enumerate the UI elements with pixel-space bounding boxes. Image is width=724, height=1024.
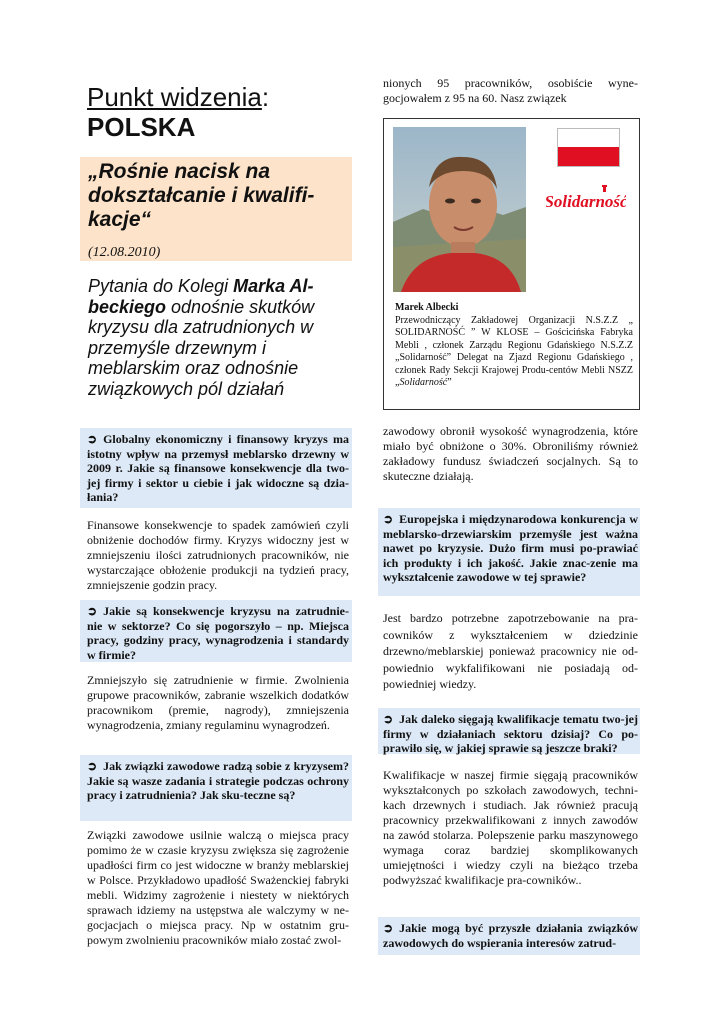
portrait-photo bbox=[393, 127, 526, 292]
kicker-colon: : bbox=[261, 82, 270, 112]
continued-text: nionych 95 pracowników, osobiście wyne-gocjowałem z 95 na 60. Nasz związek bbox=[383, 76, 638, 105]
poland-flag-icon bbox=[557, 128, 620, 167]
answer: Finansowe konsekwencje to spadek zamówień czyli obniżenie dochodów firmy. Kryzys widoczny jest w zmniejszeniu ilości zatrudnionych pracowników, nie wystarczające obłożenie produkcji na tydzień pracy, zmniejszenie godzin pracy. bbox=[87, 518, 349, 592]
question bbox=[87, 604, 349, 662]
question-text: Globalny ekonomiczny i finansowy kryzys ma istotny wpływ na przemysł meblarsko drzewny w 2009 r. Jakie są finansowe konsekwencje dla two-jej firmy i sektor u ciebie i jak widoczne są dzia-łania? bbox=[87, 432, 349, 505]
intro bbox=[88, 276, 353, 399]
question-text: Jakie mogą być przyszłe działania związków zawodowych do wspierania interesów zatrud- bbox=[383, 921, 638, 950]
headline: „Rośnie nacisk na dokształcanie i kwalifi-kacje“ bbox=[88, 160, 315, 231]
profile-caption-italic: Solidarność bbox=[399, 377, 448, 388]
solidarnosc-logo-icon bbox=[546, 185, 626, 213]
answer: Jest bardzo potrzebne zapotrzebowanie na pra-cowników z wykształceniem w dziedzinie drzewno/meblarskiej ponieważ pracownicy nie od-powiednio wykfalifikowani nie posiadają od-powiedniej wiedzy. bbox=[383, 611, 638, 691]
question-text: Jak związki zawodowe radzą sobie z kryzysem? Jakie są wasze zadania i strategie podczas ochrony pracy i zatrudnienia? Jak sku-teczne są? bbox=[87, 759, 349, 803]
arrow-circle-icon: ➲ bbox=[383, 712, 394, 726]
profile-caption bbox=[395, 302, 633, 390]
question-text: Europejska i międzynarodowa konkurencja w meblarsko-drzewiarskim przemyśle jest ważna nawet po kryzysie. Dużo firm musi po-prawiać ich produkty i ich jakość. Jakie znac-zenie ma wykształcenie zawodowe w tej sprawie? bbox=[383, 512, 638, 585]
date: (12.08.2010) bbox=[88, 245, 161, 260]
intro-name: Marka Al-beckiego bbox=[88, 276, 314, 317]
intro-prefix: Pytania do Kolegi bbox=[88, 276, 234, 296]
solidarnosc-logo-text: Solidarność bbox=[546, 192, 626, 211]
answer: Zmniejszyło się zatrudnienie w firmie. Zwolnienia grupowe pracowników, zabranie wszelkich dodatków pracownikom (premie, nagrody), zmniejszenia wynagrodzenia, zmiany regulaminu wynagrodzeń. bbox=[87, 673, 349, 732]
continued-answer: zawodowy obronił wysokość wynagrodzenia, które miało być obniżone o 30%. Obroniliśmy również zakładowy fundusz świadczeń socjalnych. Są to skuteczne działają. bbox=[383, 424, 638, 483]
profile-name: Marek Albecki bbox=[395, 302, 459, 313]
kicker bbox=[87, 82, 269, 112]
country-title: POLSKA bbox=[87, 112, 196, 142]
question bbox=[383, 712, 638, 756]
arrow-circle-icon: ➲ bbox=[383, 512, 394, 526]
kicker-text: Punkt widzenia bbox=[87, 82, 262, 112]
intro-suffix: odnośnie skutków kryzysu dla zatrudnionych w przemyśle drzewnym i meblarskim oraz odnośnie związkowych pól działań bbox=[88, 296, 315, 399]
answer: Związki zawodowe usilnie walczą o miejsca pracy pomimo że w czasie kryzysu zwiększa się zagrożenie upadłości firm co jest widoczne w branży meblarskiej w Polsce. Przykładowo upadłość Sważenckiej fabryki mebli. Widzimy zagrożenie i niestety w niektórych sprawach idziemy na ustępstwa ale walczymy w ne-gocjacjach o miejsca pracy. Np w ostatnim gru-powym zwolnieniu pracowników miało zostać zwol- bbox=[87, 828, 349, 947]
arrow-circle-icon: ➲ bbox=[87, 604, 98, 618]
profile-caption-text: Przewodniczący Zakładowej Organizacji N.S.Z.Z „ SOLIDARNOŚĆ ” W KLOSE – Gościcińska Fabryka Mebli , członek Zarządu Regionu Gdańskiego N.S.Z.Z „Solidarność” Delegat na Zjazd Regionu Gdańskiego , członek Rady Sekcji Krajowej Produ-centów Mebli NSZZ „ bbox=[395, 314, 633, 388]
question-text: Jakie są konsekwencje kryzysu na zatrudnie-nie w sektorze? Co się pogorszyło – np. Miejsca pracy, godziny pracy, wynagrodzenia i standardy w firmie? bbox=[87, 604, 349, 662]
arrow-circle-icon: ➲ bbox=[383, 921, 394, 935]
question bbox=[383, 512, 638, 585]
question bbox=[383, 921, 638, 950]
question-text: Jak daleko sięgają kwalifikacje tematu two-jej firmy w działaniach sektoru dzisiaj? Co po-prawiło się, w jakiej sprawie są jeszcze braki? bbox=[383, 712, 638, 756]
answer: Kwalifikacje w naszej firmie sięgają pracowników wykształconych po szkołach zawodowych, techni-kach drzewnych i studiach. Jak również pracują pracownicy przekwalifikowani z innych zawodów na zawód stolarza. Polepszenie parku maszynowego wymaga coraz bardziej skomplikowanych umiejętności i wiedzy czyli na bieżąco trzeba podwyższać kwalifikacje pra-cowników.. bbox=[383, 768, 638, 887]
question bbox=[87, 759, 349, 803]
arrow-circle-icon: ➲ bbox=[87, 432, 98, 446]
question bbox=[87, 432, 349, 505]
arrow-circle-icon: ➲ bbox=[87, 759, 98, 773]
profile-caption-end: ” bbox=[447, 377, 452, 388]
